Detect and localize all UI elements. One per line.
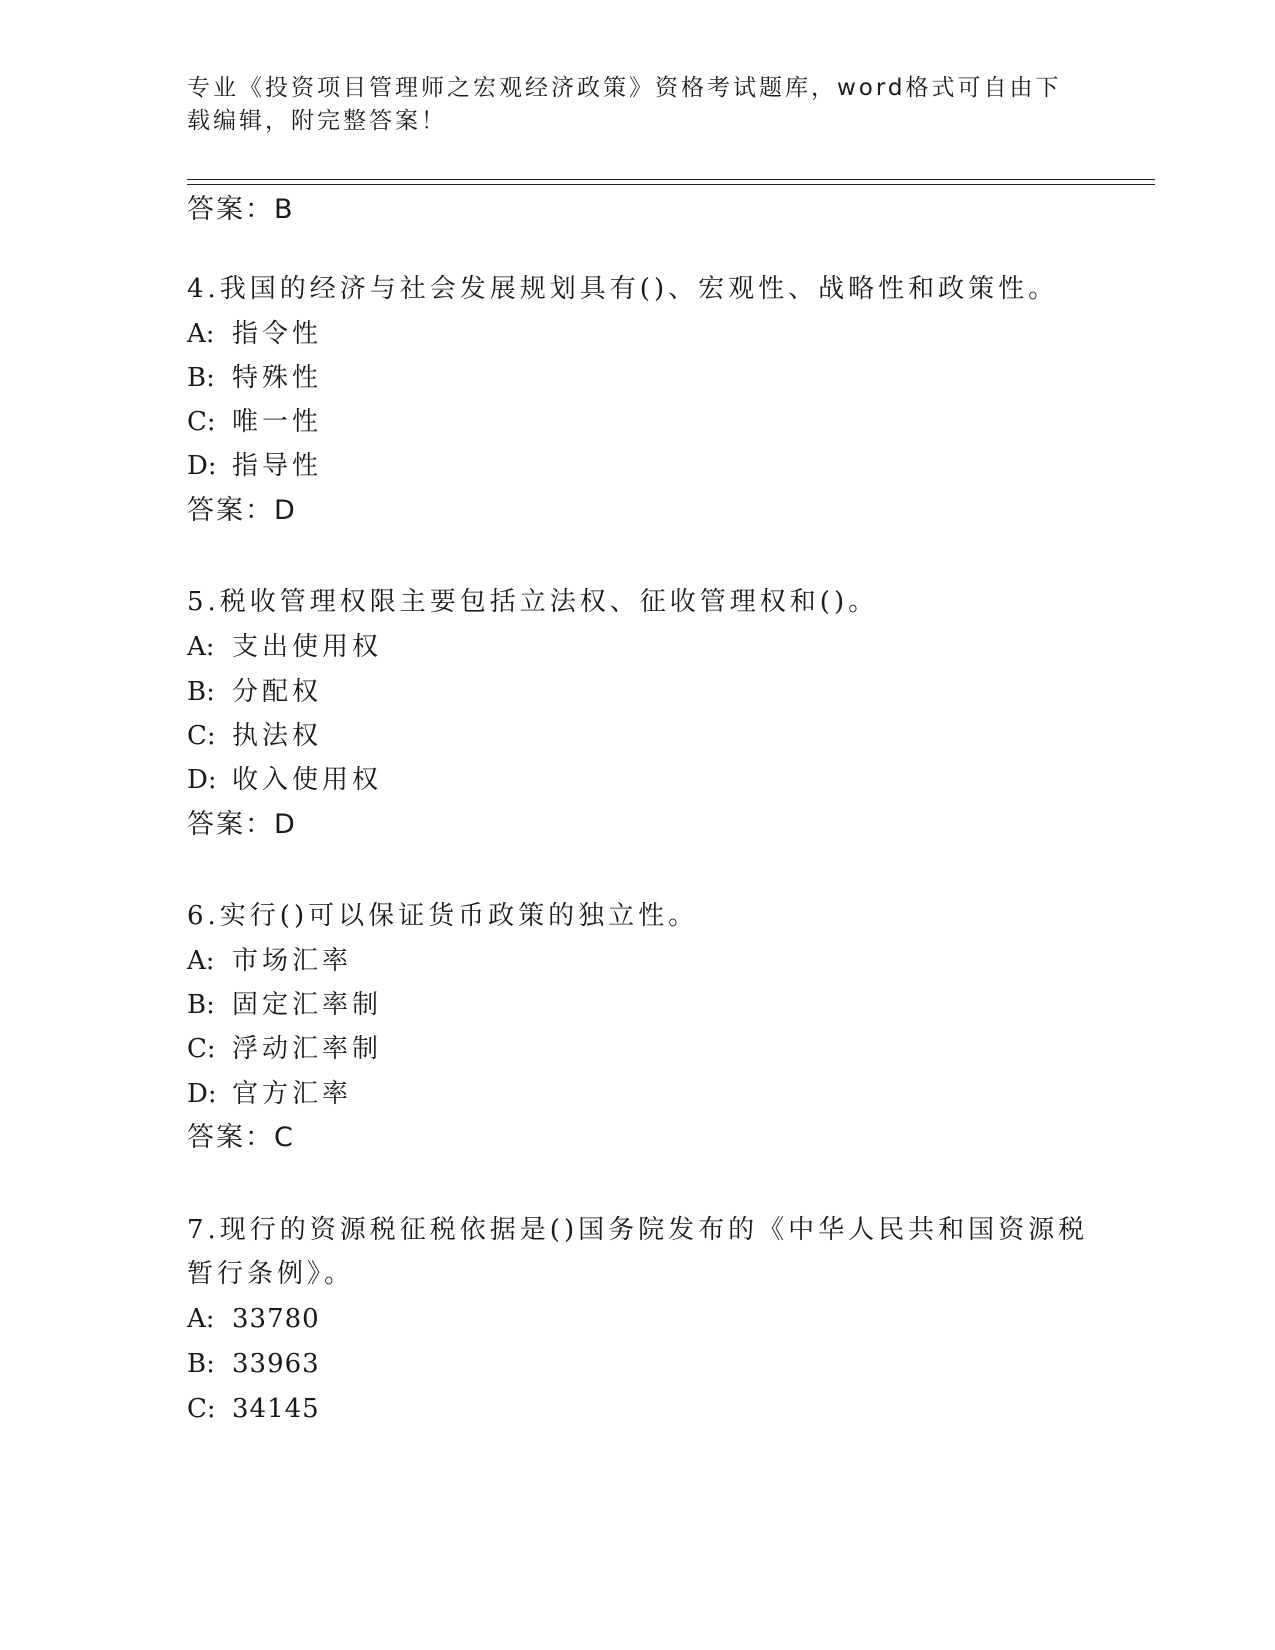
option-letter: C: — [187, 1394, 216, 1424]
option-c — [187, 1392, 320, 1426]
option-text: 唯一性 — [232, 407, 323, 437]
document-header: 专业《投资项目管理师之宏观经济政策》资格考试题库，word格式可自由下载编辑，附完整答案！ — [187, 75, 1062, 134]
option-letter: A: — [187, 946, 215, 976]
option-text: 分配权 — [232, 677, 323, 707]
option-letter: B: — [187, 990, 215, 1020]
option-d — [187, 449, 322, 483]
option-text: 特殊性 — [232, 363, 323, 393]
option-letter: A: — [187, 632, 215, 662]
header-divider-top — [187, 179, 1155, 180]
option-text: 指导性 — [232, 451, 323, 481]
option-d — [187, 1077, 352, 1111]
option-text: 34145 — [232, 1394, 320, 1424]
option-text: 收入使用权 — [232, 765, 383, 795]
option-text: 固定汇率制 — [232, 990, 383, 1020]
question-stem: 4.我国的经济与社会发展规划具有()、宏观性、战略性和政策性。 — [187, 274, 1059, 304]
option-c — [187, 405, 322, 439]
option-letter: A: — [187, 319, 215, 349]
option-a — [187, 944, 352, 978]
option-text: 指令性 — [232, 319, 323, 349]
option-text: 支出使用权 — [232, 632, 383, 662]
option-text: 33780 — [232, 1304, 320, 1334]
answer-label: 答案：C — [187, 1122, 295, 1153]
answer-label: 答案：D — [187, 495, 297, 526]
option-text: 官方汇率 — [232, 1079, 353, 1109]
option-letter: D: — [187, 451, 217, 481]
option-b — [187, 988, 382, 1022]
option-letter: A: — [187, 1304, 215, 1334]
option-a — [187, 630, 382, 664]
option-a — [187, 1302, 320, 1336]
question-stem: 7.现行的资源税征税依据是()国务院发布的《中华人民共和国资源税 — [187, 1215, 1089, 1245]
option-b — [187, 675, 322, 709]
option-letter: B: — [187, 677, 215, 707]
option-a — [187, 317, 322, 351]
option-b — [187, 361, 322, 395]
option-text: 33963 — [232, 1349, 320, 1379]
option-text: 浮动汇率制 — [232, 1034, 383, 1064]
option-text: 市场汇率 — [232, 946, 353, 976]
option-text: 执法权 — [232, 721, 323, 751]
option-letter: C: — [187, 407, 216, 437]
question-stem-continued: 暂行条例》。 — [187, 1259, 355, 1289]
header-divider-bottom — [187, 184, 1155, 185]
option-letter: D: — [187, 1079, 217, 1109]
option-letter: B: — [187, 1349, 215, 1379]
option-letter: D: — [187, 765, 217, 795]
option-d — [187, 763, 382, 797]
answer-label: 答案：D — [187, 809, 297, 840]
option-letter: C: — [187, 1034, 216, 1064]
option-letter: C: — [187, 721, 216, 751]
option-b — [187, 1347, 320, 1381]
question-stem: 6.实行()可以保证货币政策的独立性。 — [187, 901, 699, 931]
option-letter: B: — [187, 363, 215, 393]
answer-label: 答案：B — [187, 194, 295, 225]
option-c — [187, 1032, 382, 1066]
option-c — [187, 719, 322, 753]
question-stem: 5.税收管理权限主要包括立法权、征收管理权和()。 — [187, 587, 879, 617]
